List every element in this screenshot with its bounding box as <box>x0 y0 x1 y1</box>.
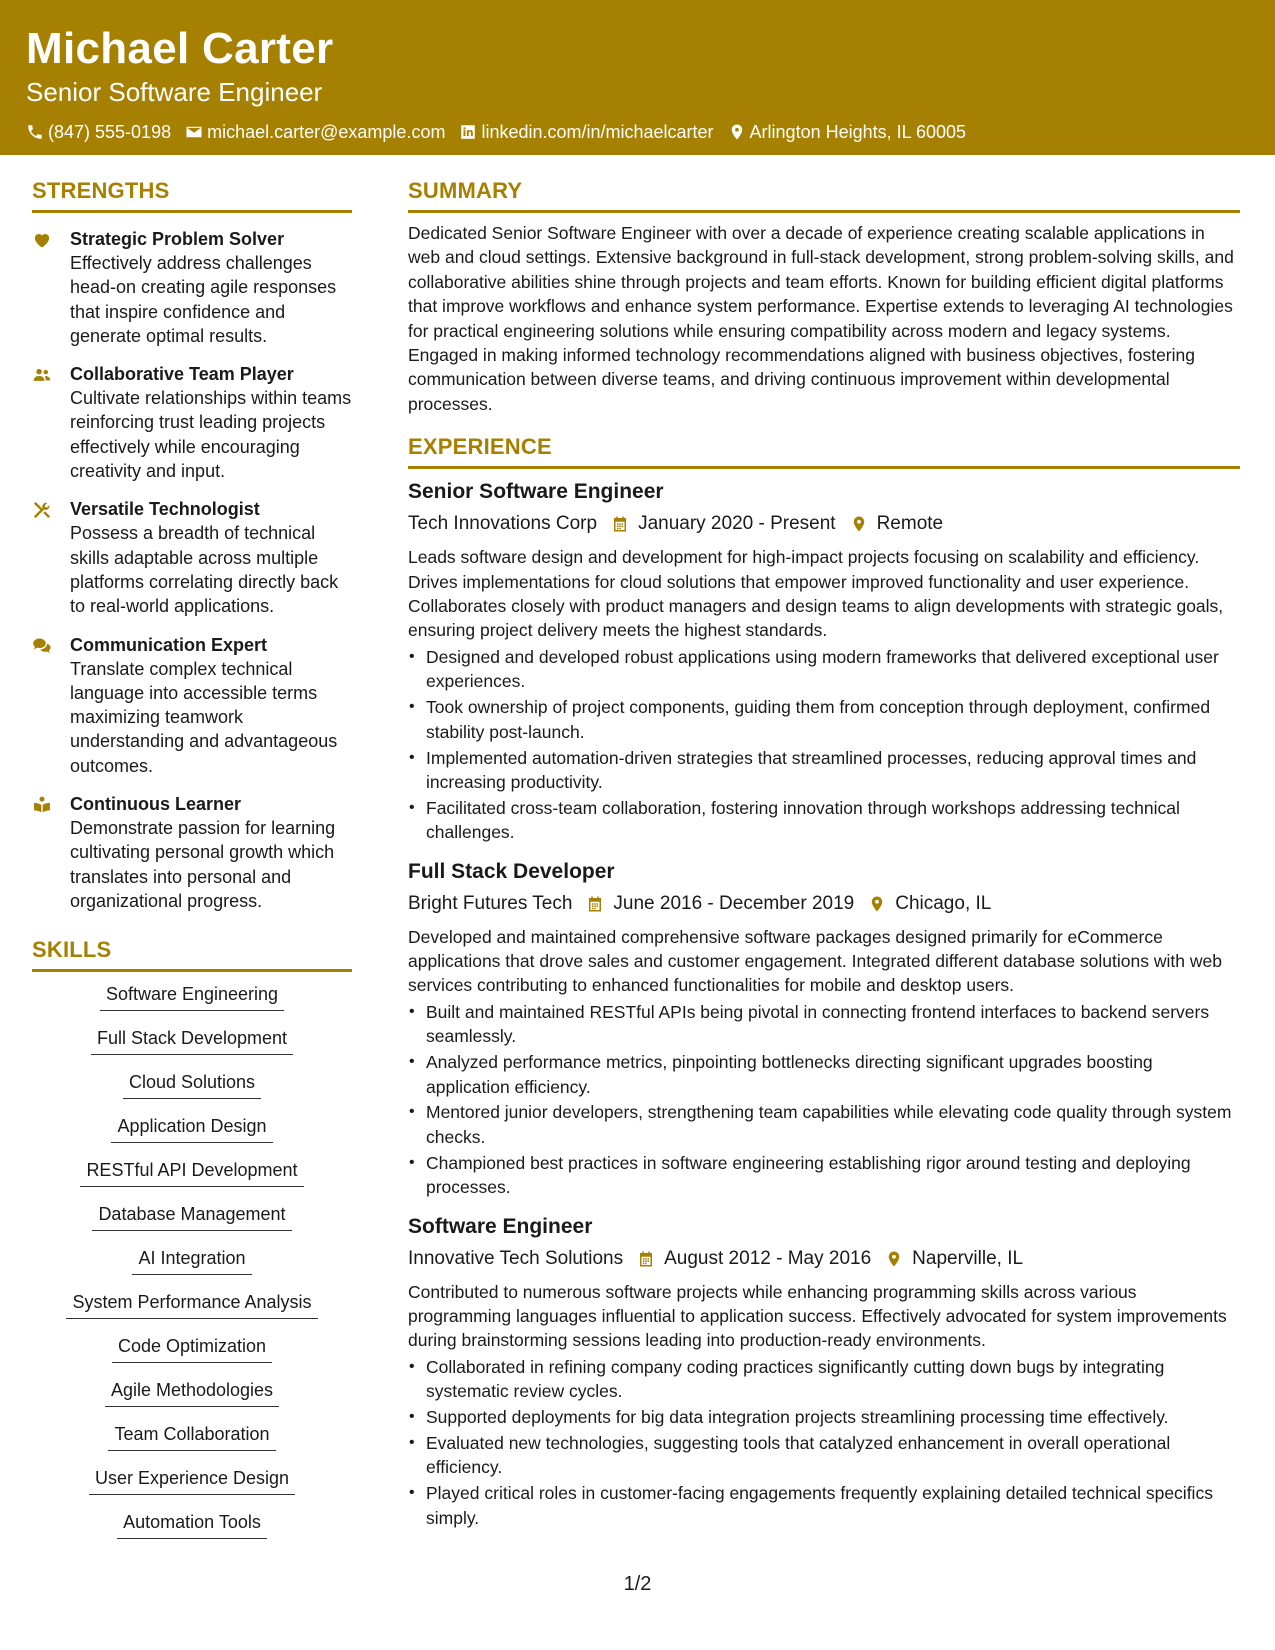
bullet-item: • Analyzed performance metrics, pinpointing bottlenecks directing significant upgrades boosting application efficiency. <box>408 1050 1240 1099</box>
strength-item <box>32 362 352 483</box>
strength-item <box>32 227 352 348</box>
job-bullets <box>408 645 1240 845</box>
page-number: 1/2 <box>623 1573 652 1595</box>
skill-item: User Experience Design <box>89 1466 295 1495</box>
contact-linkedin-text[interactable]: linkedin.com/in/michaelcarter <box>481 122 714 142</box>
bullet-text: Mentored junior developers, strengthening team capabilities while elevating code quality through system checks. <box>426 1102 1232 1147</box>
contact-phone-text: (847) 555-0198 <box>48 122 172 142</box>
skill-item: Application Design <box>111 1114 272 1143</box>
job-company: Tech Innovations Corp <box>408 513 598 535</box>
job-bullets <box>408 1000 1240 1200</box>
candidate-name: Michael Carter <box>26 24 334 73</box>
bullet-text: Built and maintained RESTful APIs being pivotal in connecting frontend interfaces to backend servers seamlessly. <box>426 1001 1210 1047</box>
skills-list <box>32 982 352 1554</box>
strength-title: Versatile Technologist <box>70 499 260 520</box>
job-title: Full Stack Developer <box>408 859 615 883</box>
tools-icon <box>32 500 52 520</box>
skill-item: AI Integration <box>132 1246 251 1275</box>
skill-item: Database Management <box>92 1202 291 1231</box>
contact-location <box>728 120 966 144</box>
skills-heading: SKILLS <box>32 935 352 972</box>
bullet-text: Took ownership of project components, guiding them from conception through deployment, confirmed stability post-launch. <box>426 697 1211 742</box>
bullet-item: • Built and maintained RESTful APIs being pivotal in connecting frontend interfaces to backend servers seamlessly. <box>408 1000 1240 1049</box>
bullet-item: • Designed and developed robust applications using modern frameworks that delivered exceptional user experiences. <box>408 645 1240 694</box>
bullet-item: • Supported deployments for big data integration projects streamlining processing time effectively. <box>408 1405 1240 1429</box>
heart-icon <box>32 230 52 250</box>
job-title: Senior Software Engineer <box>408 480 664 504</box>
calendar-icon <box>586 895 604 913</box>
bullet-text: Championed best practices in software engineering establishing rigor around testing and deploying processes. <box>426 1152 1191 1198</box>
skill-item: Agile Methodologies <box>105 1378 279 1407</box>
bullet-text: Collaborated in refining company coding practices significantly cutting down bugs by integrating systematic review cycles. <box>426 1356 1165 1402</box>
envelope-icon <box>185 123 203 141</box>
skill-item: RESTful API Development <box>80 1158 303 1187</box>
bullet-text: Designed and developed robust applications using modern frameworks that delivered exceptional user experiences. <box>426 646 1219 692</box>
users-icon <box>32 365 52 385</box>
bullet-item: • Collaborated in refining company coding practices significantly cutting down bugs by integrating systematic review cycles. <box>408 1355 1240 1404</box>
strength-desc: Demonstrate passion for learning cultivating personal growth which translates into personal and organizational progress. <box>70 818 336 911</box>
strength-title: Communication Expert <box>70 634 268 655</box>
contact-email-text[interactable]: michael.carter@example.com <box>207 122 446 142</box>
linkedin-icon <box>459 123 477 141</box>
strength-title: Continuous Learner <box>70 794 242 815</box>
bullet-text: Facilitated cross-team collaboration, fostering innovation through workshops addressing technical challenges. <box>426 797 1180 843</box>
summary-heading: SUMMARY <box>408 176 1240 213</box>
job-title: Software Engineer <box>408 1214 593 1238</box>
job-location: Naperville, IL <box>912 1247 1024 1269</box>
job-company: Bright Futures Tech <box>408 892 573 914</box>
contact-email[interactable] <box>185 120 445 144</box>
job-description: Developed and maintained comprehensive software packages designed primarily for eCommerce applications that drove sales and customer engagement. Integrated different database solutions with web services contributing to enhanced functionalities for mobile and desktop users. <box>408 926 1222 996</box>
calendar-icon <box>637 1250 655 1268</box>
skill-item: System Performance Analysis <box>66 1290 317 1319</box>
job-meta <box>408 1244 1240 1274</box>
strength-title: Collaborative Team Player <box>70 364 294 385</box>
contact-phone <box>26 120 171 144</box>
map-pin-icon <box>868 895 886 913</box>
bullet-text: Analyzed performance metrics, pinpointing bottlenecks directing significant upgrades boosting application efficiency. <box>426 1052 1153 1097</box>
map-pin-icon <box>728 123 746 141</box>
map-pin-icon <box>885 1250 903 1268</box>
contact-bar <box>26 120 1275 144</box>
bullet-item: • Played critical roles in customer-facing engagements frequently explaining detailed technical specifics simply. <box>408 1481 1240 1530</box>
contact-linkedin[interactable] <box>459 120 713 144</box>
strength-desc: Possess a breadth of technical skills adaptable across multiple platforms correlating directly back to real-world applications. <box>70 523 339 617</box>
bullet-item: • Mentored junior developers, strengthening team capabilities while elevating code quality through system checks. <box>408 1100 1240 1149</box>
job-meta <box>408 889 1240 919</box>
strength-item <box>32 792 352 913</box>
bullet-text: Supported deployments for big data integration projects streamlining processing time effectively. <box>426 1407 1169 1428</box>
skill-item: Software Engineering <box>100 982 284 1011</box>
map-pin-icon <box>850 515 868 533</box>
job-location: Chicago, IL <box>895 892 992 914</box>
bullet-item: • Took ownership of project components, guiding them from conception through deployment, confirmed stability post-launch. <box>408 695 1240 744</box>
job-entry <box>408 477 1240 844</box>
job-description: Contributed to numerous software projects while enhancing programming skills across various programming languages influential to application success. Effectively advocated for system improvements during brainstorming sessions leading into production-ready environments. <box>408 1281 1227 1351</box>
bullet-text: Played critical roles in customer-facing engagements frequently explaining detailed technical specifics simply. <box>426 1483 1213 1528</box>
skill-item: Code Optimization <box>112 1334 272 1363</box>
bullet-item: • Facilitated cross-team collaboration, fostering innovation through workshops addressing technical challenges. <box>408 796 1240 845</box>
job-dates: August 2012 - May 2016 <box>664 1247 872 1269</box>
strength-desc: Effectively address challenges head-on creating agile responses that inspire confidence and generate optimal results. <box>70 253 337 346</box>
experience-heading: EXPERIENCE <box>408 432 1240 469</box>
job-dates: June 2016 - December 2019 <box>613 892 855 914</box>
strengths-heading: STRENGTHS <box>32 176 352 213</box>
skill-item: Automation Tools <box>117 1510 267 1539</box>
job-entry <box>408 857 1240 1200</box>
phone-icon <box>26 123 44 141</box>
job-dates: January 2020 - Present <box>638 513 836 535</box>
job-entry <box>408 1212 1240 1531</box>
bullet-item: • Championed best practices in software engineering establishing rigor around testing and deploying processes. <box>408 1151 1240 1200</box>
strength-item <box>32 633 352 778</box>
strengths-list <box>32 227 352 913</box>
strength-desc: Cultivate relationships within teams reinforcing trust leading projects effectively while encouraging creativity and input. <box>70 388 352 482</box>
calendar-icon <box>611 515 629 533</box>
job-bullets <box>408 1355 1240 1530</box>
skill-item: Full Stack Development <box>91 1026 293 1055</box>
skill-item: Team Collaboration <box>108 1422 275 1451</box>
contact-location-text: Arlington Heights, IL 60005 <box>749 122 967 142</box>
job-company: Innovative Tech Solutions <box>408 1247 624 1269</box>
job-description: Leads software design and development for high-impact projects focusing on scalability and efficiency. Drives implementations for cloud solutions that empower improved functionality and user experience. Collaborates closely with product managers and design teams to align developments with strategic goals, ensuring project delivery meets the highest standards. <box>408 547 1224 641</box>
bullet-item: • Implemented automation-driven strategies that streamlined processes, reducing approval times and increasing productivity. <box>408 746 1240 795</box>
book-reader-icon <box>32 795 52 815</box>
job-meta <box>408 509 1240 539</box>
left-column <box>32 176 352 1554</box>
skill-item: Cloud Solutions <box>123 1070 261 1099</box>
job-location: Remote <box>876 513 944 535</box>
strength-item <box>32 497 352 618</box>
strength-title: Strategic Problem Solver <box>70 229 285 249</box>
summary-text: Dedicated Senior Software Engineer with over a decade of experience creating scalable applications in web and cloud settings. Extensive background in full-stack development, strong problem-solving skills, and collaborative abilities shine through projects and team efforts. Known for building efficient digital platforms that improve workflows and enhance system performance. Expertise extends to leveraging AI technologies for practical engineering solutions while ensuring compatibility across modern and legacy systems. Engaged in making informed technology recommendations aligned with business objectives, fostering communication between diverse teams, and driving continuous improvement within developmental processes. <box>408 223 1234 414</box>
candidate-title: Senior Software Engineer <box>26 77 323 107</box>
bullet-text: Evaluated new technologies, suggesting tools that catalyzed enhancement in overall operational efficiency. <box>426 1433 1171 1478</box>
right-column <box>408 176 1240 1532</box>
strength-desc: Translate complex technical language into accessible terms maximizing teamwork understanding and advantageous outcomes. <box>70 658 338 776</box>
bullet-item: • Evaluated new technologies, suggesting tools that catalyzed enhancement in overall operational efficiency. <box>408 1431 1240 1480</box>
chat-bubbles-icon <box>32 636 52 656</box>
bullet-text: Implemented automation-driven strategies that streamlined processes, reducing approval times and increasing productivity. <box>426 747 1197 792</box>
resume-header <box>0 0 1275 155</box>
